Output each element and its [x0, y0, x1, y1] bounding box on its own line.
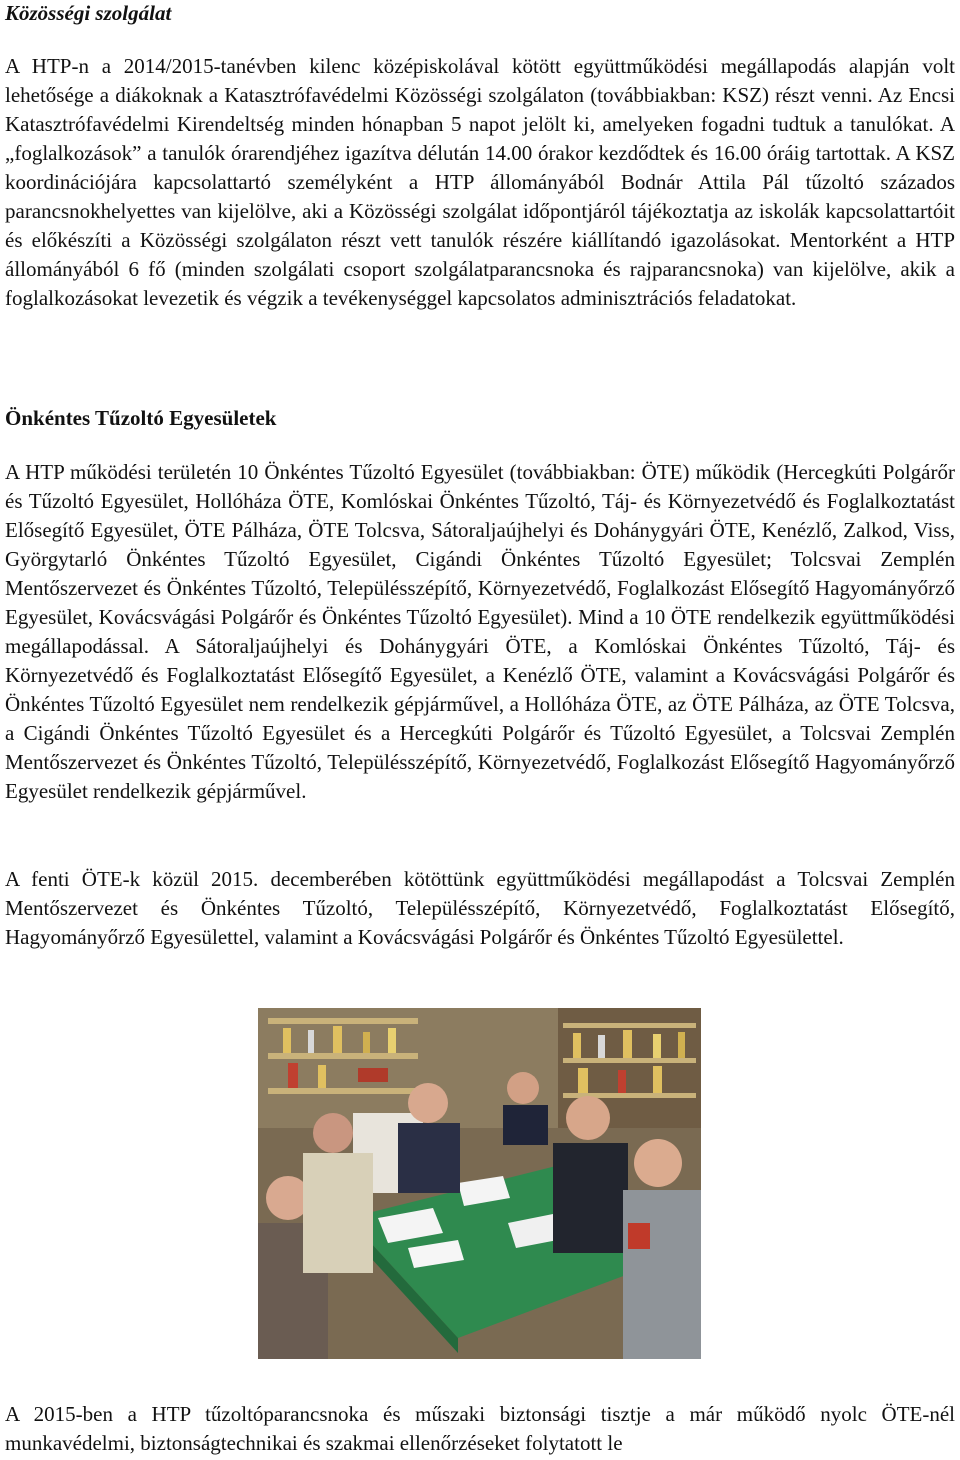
paragraph-inspections-2015: A 2015-ben a HTP tűzoltóparancsnoka és műszaki biztonsági tisztje a már működő nyolc ÖTE-nél munkavédelmi, biztonságtechnikai és szakmai ellenőrzéseket folytatott le [5, 1402, 955, 1455]
paragraph-volunteer-fire-associations: A HTP működési területén 10 Önkéntes Tűzoltó Egyesület (továbbiakban: ÖTE) működik (Hercegkúti Polgárőr és Tűzoltó Egyesület, Hollóháza ÖTE, Komlóskai Önkéntes Tűzoltó, Táj- és Környezetvédő és Foglalkoztatást Elősegítő Egyesület, ÖTE Pálháza, ÖTE Tolcsva, Sátoraljaújhelyi és Dohánygyári ÖTE, Kenézlő, Zalkod, Viss, Györgytarló Önkéntes Tűzoltó Egyesület, Cigándi Önkéntes Tűzoltó Egyesület; Tolcsvai Zemplén Mentőszervezet és Önkéntes Tűzoltó, Településszépítő, Környezetvédő, Foglalkozást Elősegítő Hagyományőrző Egyesület, Kovácsvágási Polgárőr és Önkéntes Tűzoltó Egyesület). Mind a 10 ÖTE rendelkezik együttműködési megállapodással. A Sátoraljaújhelyi és Dohánygyári ÖTE, a Komlóskai Önkéntes Tűzoltó, Táj- és Környezetvédő és Foglalkoztatást Elősegítő Egyesület, a Kenézlő ÖTE, valamint a Kovácsvágási Polgárőr és Önkéntes Tűzoltó Egyesület nem rendelkezik gépjárművel, a Hollóháza ÖTE, az ÖTE Pálháza, az ÖTE Tolcsva, a Cigándi Önkéntes Tűzoltó Egyesület és a Hercegkúti Polgárőr és Tűzoltó Egyesület, a Tolcsvai Zemplén Mentőszervezet és Önkéntes Tűzoltó, Településszépítő, Környezetvédő, Foglalkozást Elősegítő Hagyományőrző Egyesület rendelkezik gépjárművel. [5, 460, 955, 803]
section-heading-community-service: Közösségi szolgálat [5, 1, 172, 25]
section-heading-volunteer-fire-associations: Önkéntes Tűzoltó Egyesületek [5, 406, 277, 430]
paragraph-community-service: A HTP-n a 2014/2015-tanévben kilenc középiskolával kötött együttműködési megállapodás alapján volt lehetősége a diákoknak a Katasztrófavédelmi Közösségi szolgálaton (továbbiakban: KSZ) részt venni. Az Encsi Katasztrófavédelmi Kirendeltség minden hónapban 5 napot jelölt ki, amelyeken fogadni tudtuk a tanulókat. A „foglalkozások” a tanulók órarendjéhez igazítva délután 14.00 órakor kezdődtek és 16.00 óráig tartottak. A KSZ koordinációjára kapcsolattartó személyként a HTP állományából Bodnár Attila Pál tűzoltó százados parancsnokhelyettes van kijelölve, aki a Közösségi szolgálat időpontjáról tájékoztatja az iskolák kapcsolattartóit és előkészíti a Közösségi szolgálaton részt vett tanulók részére kiállítandó igazolásokat. Mentorként a HTP állományából 6 fő (minden szolgálati csoport szolgálatparancsnoka és rajparancsnoka) van kijelölve, akik a foglalkozásokat levezetik és végzik a tevékenységgel kapcsolatos adminisztrációs feladatokat. [5, 54, 955, 310]
paragraph-agreements-2015: A fenti ÖTE-k közül 2015. decemberében kötöttünk együttműködési megállapodást a Tolcsvai Zemplén Mentőszervezet és Önkéntes Tűzoltó, Településszépítő, Környezetvédő, Foglalkoztatást Elősegítő, Hagyományőrző Egyesülettel, valamint a Kovácsvágási Polgárőr és Önkéntes Tűzoltó Egyesülettel. [5, 867, 955, 949]
meeting-photo [258, 1008, 701, 1359]
